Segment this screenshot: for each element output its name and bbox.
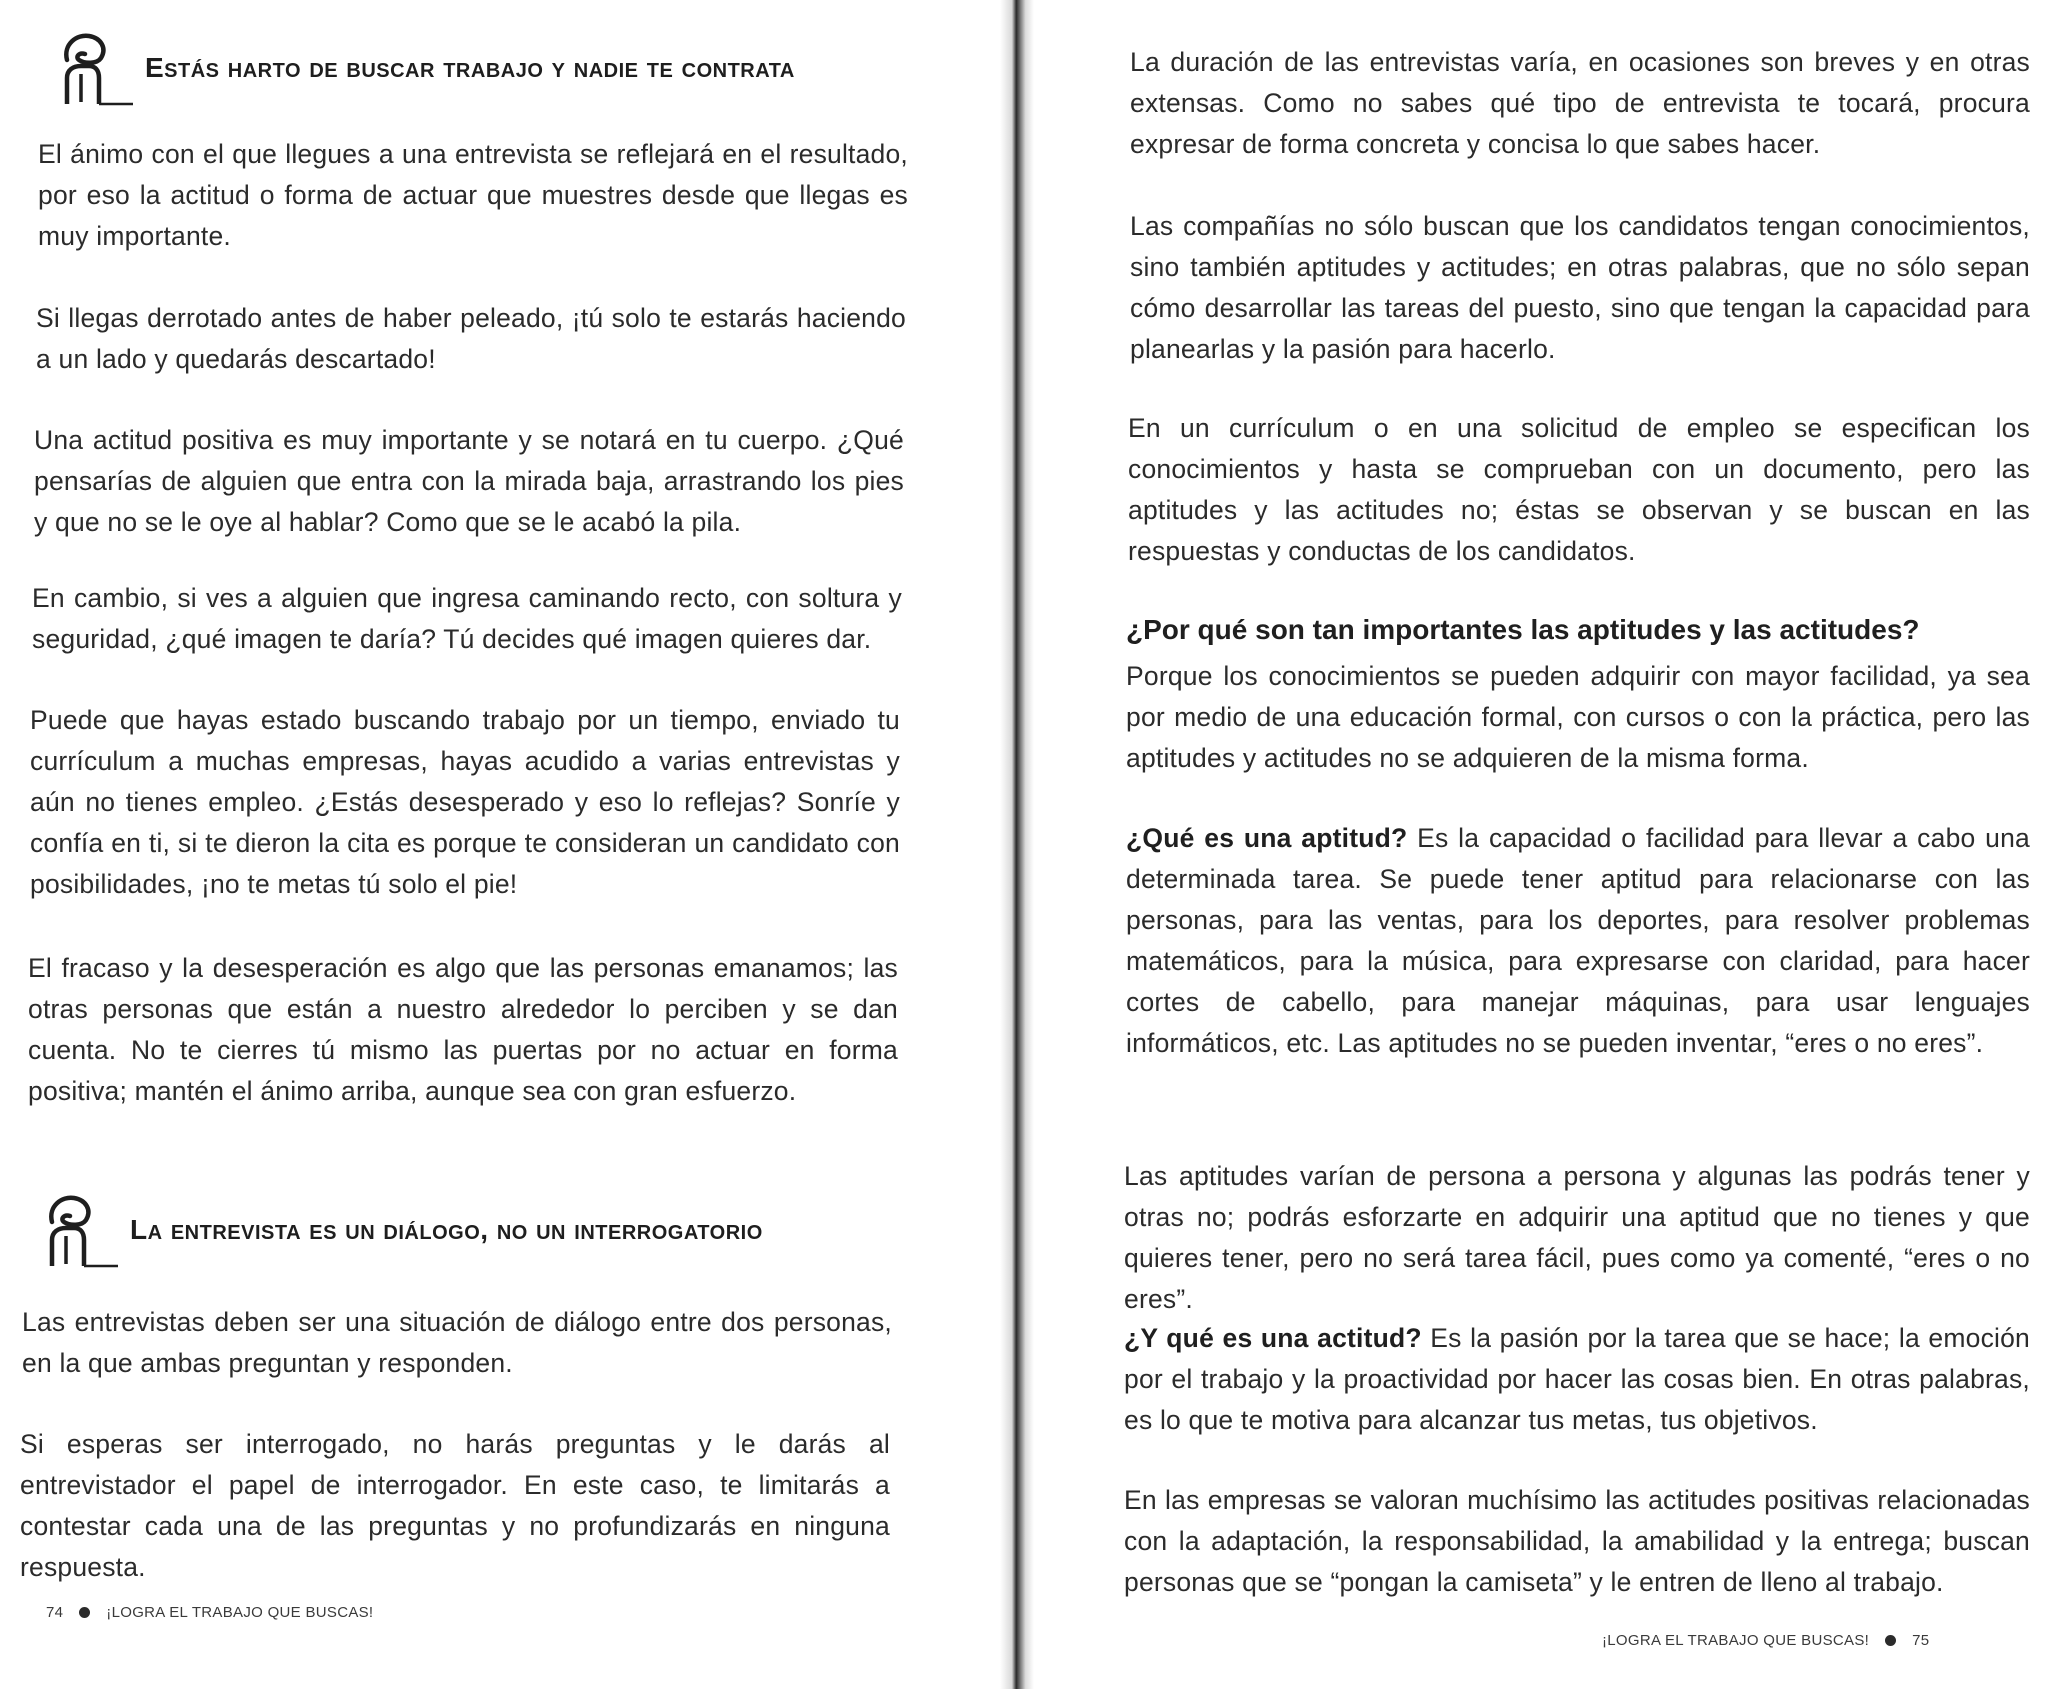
section-heading-text: La entrevista es un diálogo, no un interrogatorio bbox=[130, 1214, 763, 1245]
paragraph: El ánimo con el que llegues a una entrevista se reflejará en el resultado, por eso la actitud o forma de actuar que muestres desde que llegas es muy importante. bbox=[38, 139, 908, 251]
left-page bbox=[0, 0, 1000, 1689]
paragraph: Si llegas derrotado antes de haber peleado, ¡tú solo te estarás haciendo a un lado y quedarás descartado! bbox=[36, 303, 906, 374]
paragraph: En cambio, si ves a alguien que ingresa caminando recto, con soltura y seguridad, ¿qué imagen te daría? Tú decides qué imagen quieres dar. bbox=[32, 583, 902, 654]
paragraph: En las empresas se valoran muchísimo las actitudes positivas relacionadas con la adaptación, la responsabilidad, la amabilidad y la entrega; buscan personas que se “pongan la camiseta” y le entren de lleno al trabajo. bbox=[1124, 1485, 2030, 1597]
question-heading: ¿Por qué son tan importantes las aptitudes y las actitudes? bbox=[1126, 614, 1920, 645]
paragraph: El fracaso y la desesperación es algo que las personas emanamos; las otras personas que están a nuestro alrededor lo perciben y se dan cuenta. No te cierres tú mismo las puertas por no actuar en forma positiva; mantén el ánimo arriba, aunque sea con gran esfuerzo. bbox=[28, 953, 898, 1106]
paragraph: En un currículum o en una solicitud de empleo se especifican los conocimientos y hasta se comprueban con un documento, pero las aptitudes y las actitudes no; éstas se observan y se buscan en las respuestas y conductas de los candidatos. bbox=[1128, 413, 2030, 566]
aptitud-lead: ¿Qué es una aptitud? bbox=[1126, 823, 1408, 853]
book-gutter bbox=[1000, 0, 1034, 1689]
section-heading-text: Estás harto de buscar trabajo y nadie te contrata bbox=[145, 52, 795, 83]
paragraph: La duración de las entrevistas varía, en ocasiones son breves y en otras extensas. Como no sabes qué tipo de entrevista te tocará, procura expresar de forma concreta y concisa lo que sabes hacer. bbox=[1130, 47, 2030, 159]
section-heading bbox=[40, 1192, 940, 1252]
section-heading bbox=[55, 30, 955, 90]
page-footer bbox=[46, 1604, 373, 1621]
aptitud-text: Es la capacidad o facilidad para llevar a cabo una determinada tarea. Se puede tener aptitud para relacionarse con las personas, para las ventas, para los deportes, para resolver problemas matemáticos, para la música, para expresarse con claridad, para hacer cortes de cabello, para manejar máquinas, para usar lenguajes informáticos, etc. Las aptitudes no se pueden inventar, “eres o no eres”. bbox=[1126, 823, 2030, 1058]
bullet-icon bbox=[1885, 1635, 1896, 1646]
actitud-paragraph bbox=[1124, 1318, 2030, 1441]
person-silhouette-icon bbox=[40, 1192, 118, 1268]
page-number: 74 bbox=[46, 1604, 64, 1621]
running-title: ¡LOGRA EL TRABAJO QUE BUSCAS! bbox=[106, 1604, 374, 1621]
paragraph: Si esperas ser interrogado, no harás preguntas y le darás al entrevistador el papel de interrogador. En este caso, te limitarás a contestar cada una de las preguntas y no profundizarás en ninguna respuesta. bbox=[20, 1429, 890, 1582]
right-page bbox=[1034, 0, 2048, 1689]
bullet-icon bbox=[79, 1607, 90, 1618]
running-title: ¡LOGRA EL TRABAJO QUE BUSCAS! bbox=[1602, 1632, 1870, 1649]
page-footer bbox=[1602, 1632, 1929, 1649]
paragraph: Porque los conocimientos se pueden adquirir con mayor facilidad, ya sea por medio de una educación formal, con cursos o con la práctica, pero las aptitudes y actitudes no se adquieren de la misma forma. bbox=[1126, 661, 2030, 773]
person-silhouette-icon bbox=[55, 30, 133, 106]
actitud-text: Es la pasión por la tarea que se hace; la emoción por el trabajo y la proactividad por hacer las cosas bien. En otras palabras, es lo que te motiva para alcanzar tus metas, tus objetivos. bbox=[1124, 1323, 2030, 1435]
paragraph: Puede que hayas estado buscando trabajo por un tiempo, enviado tu currículum a muchas empresas, hayas acudido a varias entrevistas y aún no tienes empleo. ¿Estás desesperado y eso lo reflejas? Sonríe y confía en ti, si te dieron la cita es porque te consideran un candidato con posibilidades, ¡no te metas tú solo el pie! bbox=[30, 705, 900, 899]
page-number: 75 bbox=[1912, 1632, 1930, 1649]
actitud-lead: ¿Y qué es una actitud? bbox=[1124, 1323, 1422, 1353]
paragraph: Una actitud positiva es muy importante y se notará en tu cuerpo. ¿Qué pensarías de alguien que entra con la mirada baja, arrastrando los pies y que no se le oye al hablar? Como que se le acabó la pila. bbox=[34, 425, 904, 537]
aptitud-paragraph bbox=[1126, 818, 2030, 1064]
paragraph: Las entrevistas deben ser una situación de diálogo entre dos personas, en la que ambas preguntan y responden. bbox=[22, 1307, 892, 1378]
paragraph: Las compañías no sólo buscan que los candidatos tengan conocimientos, sino también aptitudes y actitudes; en otras palabras, que no sólo sepan cómo desarrollar las tareas del puesto, sino que tengan la capacidad para planearlas y la pasión para hacerlo. bbox=[1130, 211, 2030, 364]
paragraph: Las aptitudes varían de persona a persona y algunas las podrás tener y otras no; podrás esforzarte en adquirir una aptitud que no tienes y que quieres tener, pero no será tarea fácil, pues como ya comenté, “eres o no eres”. bbox=[1124, 1161, 2030, 1314]
